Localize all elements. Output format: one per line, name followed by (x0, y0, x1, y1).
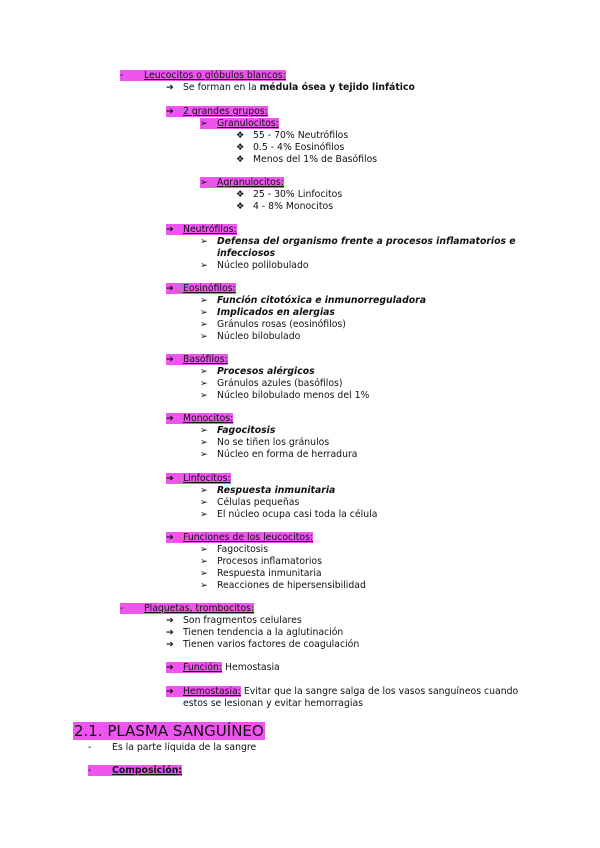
triangle-arrow-icon: ➢ (200, 177, 208, 188)
list-item: ➢ Núcleo en forma de herradura (200, 449, 358, 460)
list-item: ➔ Tienen tendencia a la aglutinación (166, 627, 344, 638)
list-item: ➢ Implicados en alergias (200, 307, 335, 318)
arrow-icon: ➔ (166, 639, 174, 650)
triangle-arrow-icon: ➢ (200, 425, 208, 436)
list-item: ➢ No se tiñen los gránulos (200, 437, 330, 448)
triangle-arrow-icon: ➢ (200, 319, 208, 330)
dash-bullet: - (88, 742, 92, 753)
arrow-icon: ➔ (166, 627, 174, 638)
list-item: ❖ 4 - 8% Monocitos (236, 201, 334, 212)
list-item: ➢ Fagocitosis (200, 544, 269, 555)
hemostasia-line: ➔ Hemostasia: Evitar que la sangre salga de los vasos sanguíneos cuando (166, 686, 519, 697)
agranulocitos-heading: ➢ Agranulocitos: (200, 177, 284, 188)
arrow-icon: ➔ (166, 615, 174, 626)
arrow-icon: ➔ (166, 532, 174, 543)
list-item: ➢ Procesos inflamatorios (200, 556, 322, 567)
granulocitos-heading: ➢ Granulocitos: (200, 118, 279, 129)
triangle-arrow-icon: ➢ (200, 295, 208, 306)
list-item: ❖ 55 - 70% Neutrófilos (236, 130, 349, 141)
leucocitos-title: Leucocitos o glóbulos blancos: (144, 70, 286, 81)
arrow-icon: ➔ (166, 686, 174, 697)
triangle-arrow-icon: ➢ (200, 556, 208, 567)
list-item: ➢ Reacciones de hipersensibilidad (200, 580, 366, 591)
arrow-icon: ➔ (166, 82, 174, 93)
hemostasia-continued: estos se lesionan y evitar hemorragias (183, 698, 364, 709)
arrow-icon: ➔ (166, 413, 174, 424)
eosinofilos-heading: ➔ Eosinófilos: (166, 283, 236, 294)
triangle-arrow-icon: ➢ (200, 449, 208, 460)
arrow-icon: ➔ (166, 354, 174, 365)
list-item: ➢ Gránulos rosas (eosinófilos) (200, 319, 346, 330)
funcion-line: ➔ Función: Hemostasia (166, 662, 280, 673)
list-item: ➢ Células pequeñas (200, 497, 300, 508)
triangle-arrow-icon: ➢ (200, 390, 208, 401)
triangle-arrow-icon: ➢ (200, 580, 208, 591)
list-item: ❖ Menos del 1% de Basófilos (236, 154, 378, 165)
triangle-arrow-icon: ➢ (200, 509, 208, 520)
dash-bullet: - (120, 603, 124, 614)
diamond-bullet-icon: ❖ (236, 130, 245, 141)
dash-bullet: - (120, 70, 124, 81)
triangle-arrow-icon: ➢ (200, 378, 208, 389)
triangle-arrow-icon: ➢ (200, 437, 208, 448)
list-item: ➔ Tienen varios factores de coagulación (166, 639, 360, 650)
triangle-arrow-icon: ➢ (200, 236, 208, 247)
diamond-bullet-icon: ❖ (236, 201, 245, 212)
leucocitos-heading (120, 70, 286, 82)
list-item: ➔ Son fragmentos celulares (166, 615, 302, 626)
leucocitos-formation: ➔ Se forman en la médula ósea y tejido linfático (166, 82, 415, 93)
list-item: ➢ Respuesta inmunitaria (200, 485, 336, 496)
triangle-arrow-icon: ➢ (200, 497, 208, 508)
diamond-bullet-icon: ❖ (236, 189, 245, 200)
triangle-arrow-icon: ➢ (200, 544, 208, 555)
diamond-bullet-icon: ❖ (236, 154, 245, 165)
triangle-arrow-icon: ➢ (200, 331, 208, 342)
section-heading: 2.1. PLASMA SANGUÍNEO (74, 722, 264, 740)
list-item: ➢ Fagocitosis (200, 425, 276, 436)
arrow-icon: ➔ (166, 224, 174, 235)
plasma-description: - Es la parte líquida de la sangre (88, 742, 257, 753)
list-item: ➢ Función citotóxica e inmunorreguladora (200, 295, 426, 306)
list-item: ➢ Gránulos azules (basófilos) (200, 378, 343, 389)
list-item: ➢ Respuesta inmunitaria (200, 568, 322, 579)
linfocitos-heading: ➔ Linfocitos: (166, 473, 231, 484)
triangle-arrow-icon: ➢ (200, 307, 208, 318)
triangle-arrow-icon: ➢ (200, 366, 208, 377)
triangle-arrow-icon: ➢ (200, 568, 208, 579)
list-item: ➢ El núcleo ocupa casi toda la célula (200, 509, 378, 520)
list-item: ➢ Núcleo bilobulado (200, 331, 301, 342)
list-item: ❖ 0.5 - 4% Eosinófilos (236, 142, 345, 153)
list-item: ➢ Núcleo bilobulado menos del 1% (200, 390, 370, 401)
list-item: ❖ 25 - 30% Linfocitos (236, 189, 343, 200)
dash-bullet: - (88, 765, 92, 776)
groups-heading: ➔ 2 grandes grupos: (166, 106, 268, 117)
triangle-arrow-icon: ➢ (200, 260, 208, 271)
triangle-arrow-icon: ➢ (200, 118, 208, 129)
list-item-continued: infecciosos (217, 248, 276, 259)
arrow-icon: ➔ (166, 106, 174, 117)
basofilos-heading: ➔ Basófilos: (166, 354, 228, 365)
list-item: ➢ Defensa del organismo frente a procesos inflamatorios e (200, 236, 516, 247)
arrow-icon: ➔ (166, 662, 174, 673)
list-item: ➢ Procesos alérgicos (200, 366, 315, 377)
neutrofilos-heading: ➔ Neutrófilos: (166, 224, 237, 235)
triangle-arrow-icon: ➢ (200, 485, 208, 496)
composicion-heading: - Composición: (88, 765, 183, 776)
list-item: ➢ Núcleo polilobulado (200, 260, 309, 271)
arrow-icon: ➔ (166, 473, 174, 484)
diamond-bullet-icon: ❖ (236, 142, 245, 153)
funciones-heading: ➔ Funciones de los leucocitos: (166, 532, 314, 543)
plaquetas-heading: - Plaquetas, trombocitos: (120, 603, 255, 614)
arrow-icon: ➔ (166, 283, 174, 294)
monocitos-heading: ➔ Monocitos: (166, 413, 234, 424)
